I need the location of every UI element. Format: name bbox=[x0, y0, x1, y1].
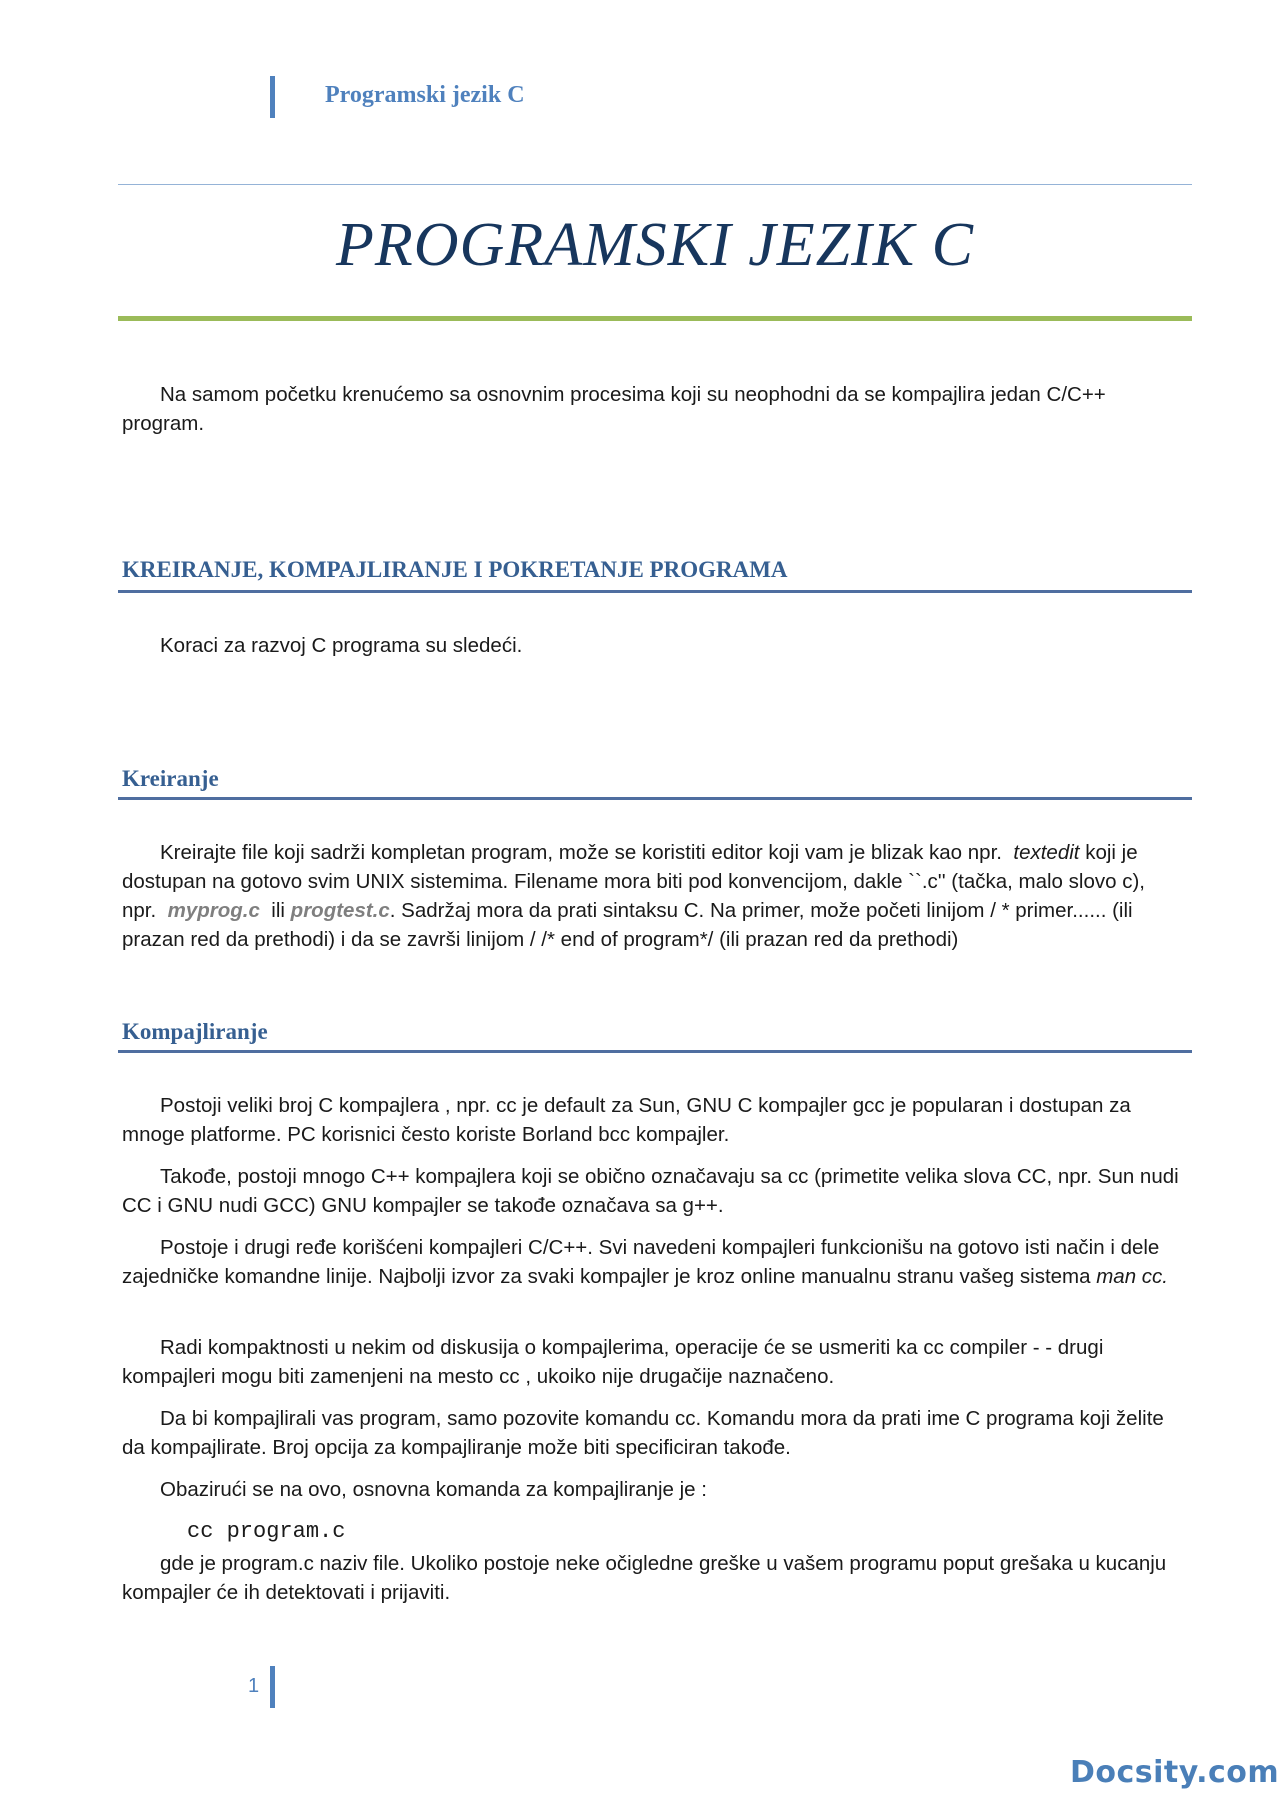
kompajliranje-p3-text: Postoje i drugi ređe korišćeni kompajleri C/C++. Svi navedeni kompajleri funkcionišu na gotovo isti način i dele zajedničke komandne linije. Najbolji izvor za svaki kompajler je kroz online manualnu stranu vašeg sistema bbox=[122, 1236, 1160, 1288]
header-accent-bar bbox=[270, 76, 275, 118]
filename-example-1: myprog.c bbox=[167, 899, 260, 922]
kreiranje-text-c: . Sadržaj mora da prati sintaksu C. Na primer, može početi linijom / * primer...... (ili prazan red da prethodi) i da se završi linijom / /* end of program*/ (ili prazan red da prethodi) bbox=[122, 899, 1133, 951]
kompajliranje-paragraph-2: Takođe, postoji mnogo C++ kompajlera koji se obično označavaju sa cc (primetite velika slova CC, npr. Sun nudi CC i GNU nudi GCC) GNU kompajler se takođe označava sa g++. bbox=[122, 1165, 1179, 1217]
document-title: PROGRAMSKI JEZIK C bbox=[336, 211, 974, 279]
page-number: 1 bbox=[248, 1675, 260, 1697]
subheading-rule bbox=[118, 1050, 1192, 1053]
kompajliranje-paragraph-6: Obazirući se na ovo, osnovna komanda za kompajliranje je : bbox=[160, 1478, 707, 1501]
kreiranje-text-a: Kreirajte file koji sadrži kompletan program, može se koristiti editor koji vam je blizak kao npr. bbox=[160, 841, 1002, 864]
editor-name: textedit bbox=[1013, 841, 1080, 864]
title-rule-bottom bbox=[118, 316, 1192, 321]
steps-paragraph: Koraci za razvoj C programa su sledeći. bbox=[160, 634, 523, 657]
subheading-rule bbox=[118, 797, 1192, 800]
kompajliranje-paragraph-4: Radi kompaktnosti u nekim od diskusija o kompajlerima, operacije će se usmeriti ka cc compiler - - drugi kompajleri mogu biti zamenjeni na mesto cc , ukoiko nije drugačije naznačeno. bbox=[122, 1336, 1104, 1388]
section-heading-kreiranje-kompajliranje: KREIRANJE, KOMPAJLIRANJE I POKRETANJE PROGRAMA bbox=[122, 557, 788, 582]
subheading-kompajliranje: Kompajliranje bbox=[122, 1019, 268, 1044]
filename-example-2: progtest.c bbox=[290, 899, 390, 922]
title-rule-top bbox=[118, 184, 1192, 185]
kompajliranje-paragraph-1: Postoji veliki broj C kompajlera , npr. cc je default za Sun, GNU C kompajler gcc je popularan i dostupan za mnoge platforme. PC korisnici često koriste Borland bcc kompajler. bbox=[122, 1094, 1131, 1146]
running-header: Programski jezik C bbox=[325, 82, 525, 108]
kreiranje-text-b: koji je dostupan na gotovo svim UNIX sistemima. Filename mora biti pod konvencijom, dakle ``.c'' (tačka, malo slovo c), npr. bbox=[122, 841, 1145, 922]
kreiranje-paragraph bbox=[122, 838, 1190, 954]
footer-accent-bar bbox=[270, 1666, 275, 1708]
kompajliranje-paragraph-3 bbox=[122, 1233, 1190, 1291]
subheading-kreiranje: Kreiranje bbox=[122, 766, 219, 791]
kreiranje-or: ili bbox=[271, 899, 285, 922]
section-heading-rule bbox=[118, 590, 1192, 593]
docsity-watermark: Docsity.com bbox=[1070, 1755, 1280, 1790]
kompajliranje-paragraph-5: Da bi kompajlirali vas program, samo pozovite komandu cc. Komandu mora da prati ime C programa koji želite da kompajlirate. Broj opcija za kompajliranje može biti specificiran takođe. bbox=[122, 1407, 1164, 1459]
man-page-reference: man cc. bbox=[1096, 1265, 1169, 1288]
intro-paragraph: Na samom početku krenućemo sa osnovnim procesima koji su neophodni da se kompajlira jedan C/C++ program. bbox=[122, 383, 1106, 435]
kompajliranje-paragraph-7: gde je program.c naziv file. Ukoliko postoje neke očigledne greške u vašem programu poput grešaka u kucanju kompajler će ih detektovati i prijaviti. bbox=[122, 1552, 1167, 1604]
code-example: cc program.c bbox=[187, 1519, 346, 1544]
